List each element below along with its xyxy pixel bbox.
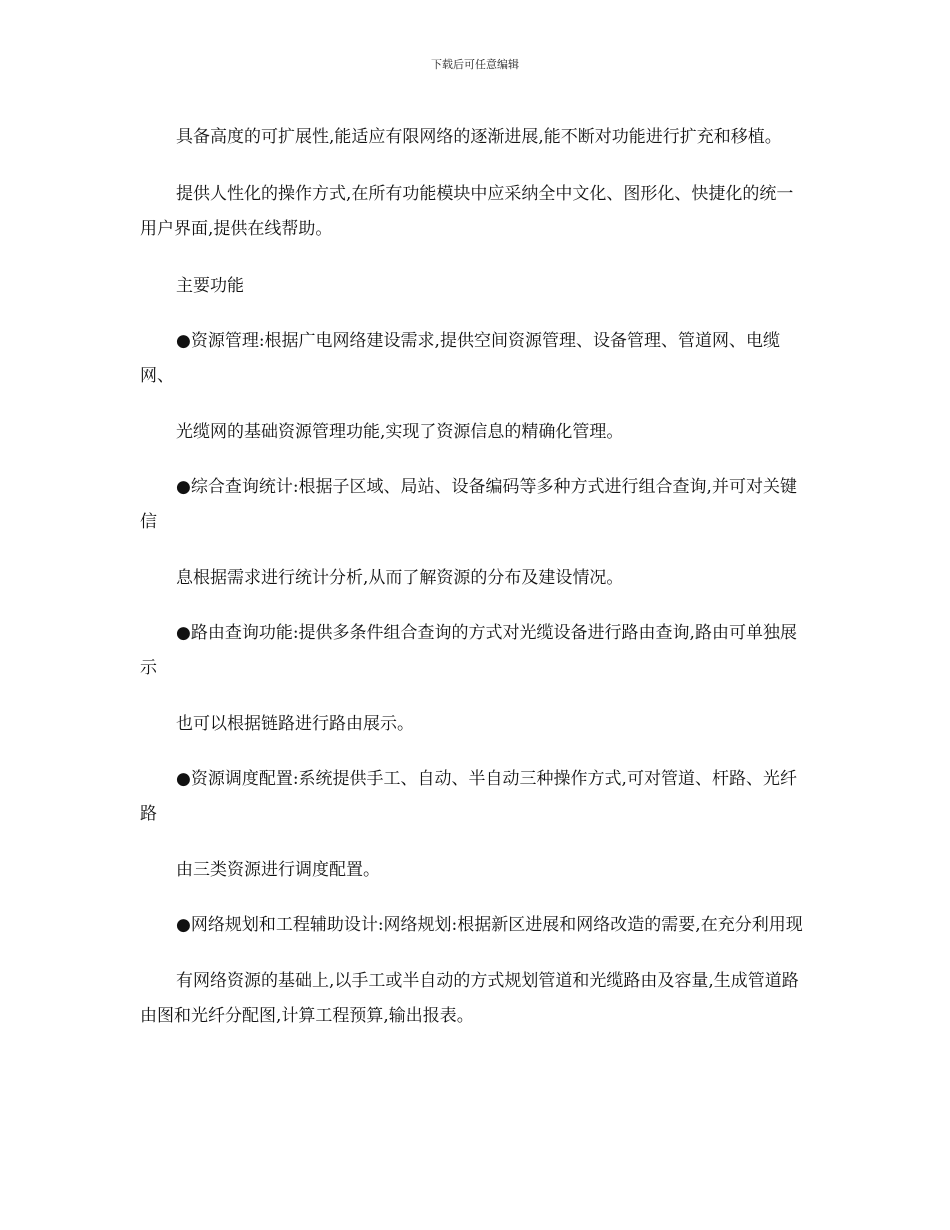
paragraph-scalability: 具备高度的可扩展性,能适应有限网络的逐渐进展,能不断对功能进行扩充和移植。 <box>176 127 782 147</box>
paragraph-resource-scheduling-cont: 由三类资源进行调度配置。 <box>176 860 380 880</box>
paragraph-resource-management: ●资源管理:根据广电网络建设需求,提供空间资源管理、设备管理、管道网、电缆网、 <box>140 331 780 386</box>
paragraph-query-statistics-cont: 息根据需求进行统计分析,从而了解资源的分布及建设情况。 <box>176 568 624 588</box>
paragraph-route-query: ●路由查询功能:提供多条件组合查询的方式对光缆设备进行路由查询,路由可单独展示 <box>140 623 797 678</box>
paragraph-network-planning-cont: 有网络资源的基础上,以手工或半自动的方式规划管道和光缆路由及容量,生成管道路由图和光纤分配图,计算工程预算,输出报表。 <box>140 971 799 1026</box>
paragraph-query-statistics: ●综合查询统计:根据子区域、局站、设备编码等多种方式进行组合查询,并可对关键信 <box>140 477 797 532</box>
paragraph-resource-scheduling: ●资源调度配置:系统提供手工、自动、半自动三种操作方式,可对管道、杆路、光纤路 <box>140 769 797 824</box>
paragraph-user-interface: 提供人性化的操作方式,在所有功能模块中应采纳全中文化、图形化、快捷化的统一用户界面,提供在线帮助。 <box>140 184 794 239</box>
paragraph-resource-management-cont: 光缆网的基础资源管理功能,实现了资源信息的精确化管理。 <box>176 422 624 442</box>
page-header: 下载后可任意编辑 <box>431 58 519 71</box>
section-heading-main-functions: 主要功能 <box>176 276 244 296</box>
paragraph-route-query-cont: 也可以根据链路进行路由展示。 <box>176 714 414 734</box>
paragraph-network-planning: ●网络规划和工程辅助设计:网络规划:根据新区进展和网络改造的需要,在充分利用现 <box>176 915 803 935</box>
document-body <box>140 120 810 1056</box>
